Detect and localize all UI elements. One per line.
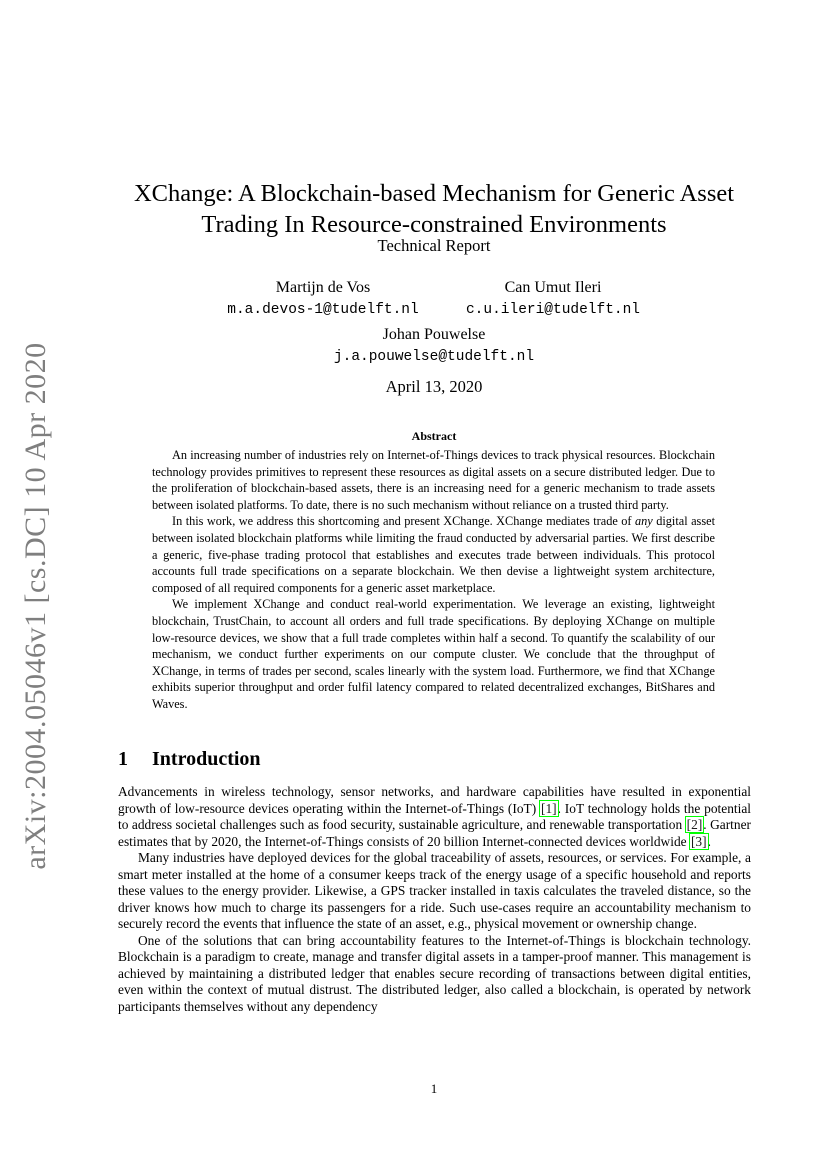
abstract-heading: Abstract [411,429,457,443]
body-paragraph-3: One of the solutions that can bring accountability features to the Internet-of-Things is blockchain technology. Blockchain is a paradigm to create, manage and transfer digital assets in a tamper-proof manner. This management is achieved by maintaining a distributed ledger that enables secure recording of transactions between digital entities, even within the context of mutual distrust. The distributed ledger, also called a blockchain, is operated by network participants themselves without any dependency [118,932,751,1014]
abstract-paragraph-1: An increasing number of industries rely on Internet-of-Things devices to track physical resources. Blockchain technology provides primitives to represent these resources as digital assets on a secure distributed ledger. Due to the proliferation of blockchain-based assets, there is an increasing need for a generic mechanism to trade assets between isolated platforms. To date, there is no such mechanism without reliance on a trusted third party. [152,448,715,512]
abstract-body [152,447,715,713]
body-paragraph-1: Advancements in wireless technology, sensor networks, and hardware capabilities have resulted in exponential growth of low-resource devices operating within the Internet-of-Things (IoT) [1]. IoT technology holds the potential to address societal challenges such as food security, sustainable agriculture, and renewable transportation [2]. Gartner estimates that by 2020, the Internet-of-Things consists of 20 billion Internet-connected devices worldwide [3]. [118,784,751,849]
author-name: Martijn de Vos [275,279,371,296]
paper-title [0,178,828,240]
author-email[interactable]: c.u.ileri@tudelft.nl [465,302,641,318]
page-number: 1 [430,1081,438,1096]
emphasis-any: any [634,514,653,529]
author-name: Johan Pouwelse [382,326,486,343]
citation-link[interactable]: [1] [541,800,557,816]
section-title: Introduction [152,748,261,770]
author-email[interactable]: m.a.devos-1@tudelft.nl [227,302,419,318]
body-paragraph-2: Many industries have deployed devices for the global traceability of assets, resources, or services. For example, a smart meter installed at the home of a consumer keeps track of the energy usage of a specific household and reports these values to the energy provider. Likewise, a GPS tracker installed in taxis calculates the traveled distance, so the driver knows how much to charge its passengers for a ride. Such use-cases require an accountability mechanism to securely record the events that influence the state of an asset, e.g., physical movement or ownership change. [118,850,751,931]
abstract-paragraph-3: We implement XChange and conduct real-world experimentation. We leverage an existing, lightweight blockchain, TrustChain, to account all orders and full trade specifications. By deploying XChange on multiple low-resource devices, we show that a full trade completes within half a second. To quantify the scalability of our mechanism, we conduct further experiments on our compute cluster. We conclude that the throughput of XChange, in terms of trades per second, scales linearly with the system load. Furthermore, we find that XChange exhibits superior throughput and order fulfil latency compared to related decentralized exchanges, BitShares and Waves. [152,597,715,711]
author-block-3 [294,324,574,368]
section-number: 1 [118,748,128,770]
citation-link[interactable]: [2] [686,817,703,832]
title-line-1: XChange: A Blockchain-based Mechanism for Generic Asset [133,180,735,207]
publication-date: April 13, 2020 [385,377,483,396]
author-name: Can Umut Ileri [504,279,602,296]
citation-link[interactable]: [3] [690,833,707,849]
paper-subtitle: Technical Report [377,236,491,255]
author-block-2 [413,277,693,321]
arxiv-identifier-stamp: arXiv:2004.05046v1 [cs.DC] 10 Apr 2020 [19,342,52,870]
introduction-body [118,784,751,1015]
author-email[interactable]: j.a.pouwelse@tudelft.nl [333,349,535,365]
abstract-paragraph-2: In this work, we address this shortcoming and present XChange. XChange mediates trade of any digital asset between isolated blockchain platforms while limiting the fraud conducted by adversarial parties. We first describe a generic, five-phase trading protocol that establishes and executes trade between individuals. This protocol accounts full trade specifications on a separate blockchain. We then devise a lightweight system architecture, composed of all required components for a generic asset marketplace. [152,514,715,595]
section-heading [118,748,261,771]
title-line-2: Trading In Resource-constrained Environments [201,211,667,238]
